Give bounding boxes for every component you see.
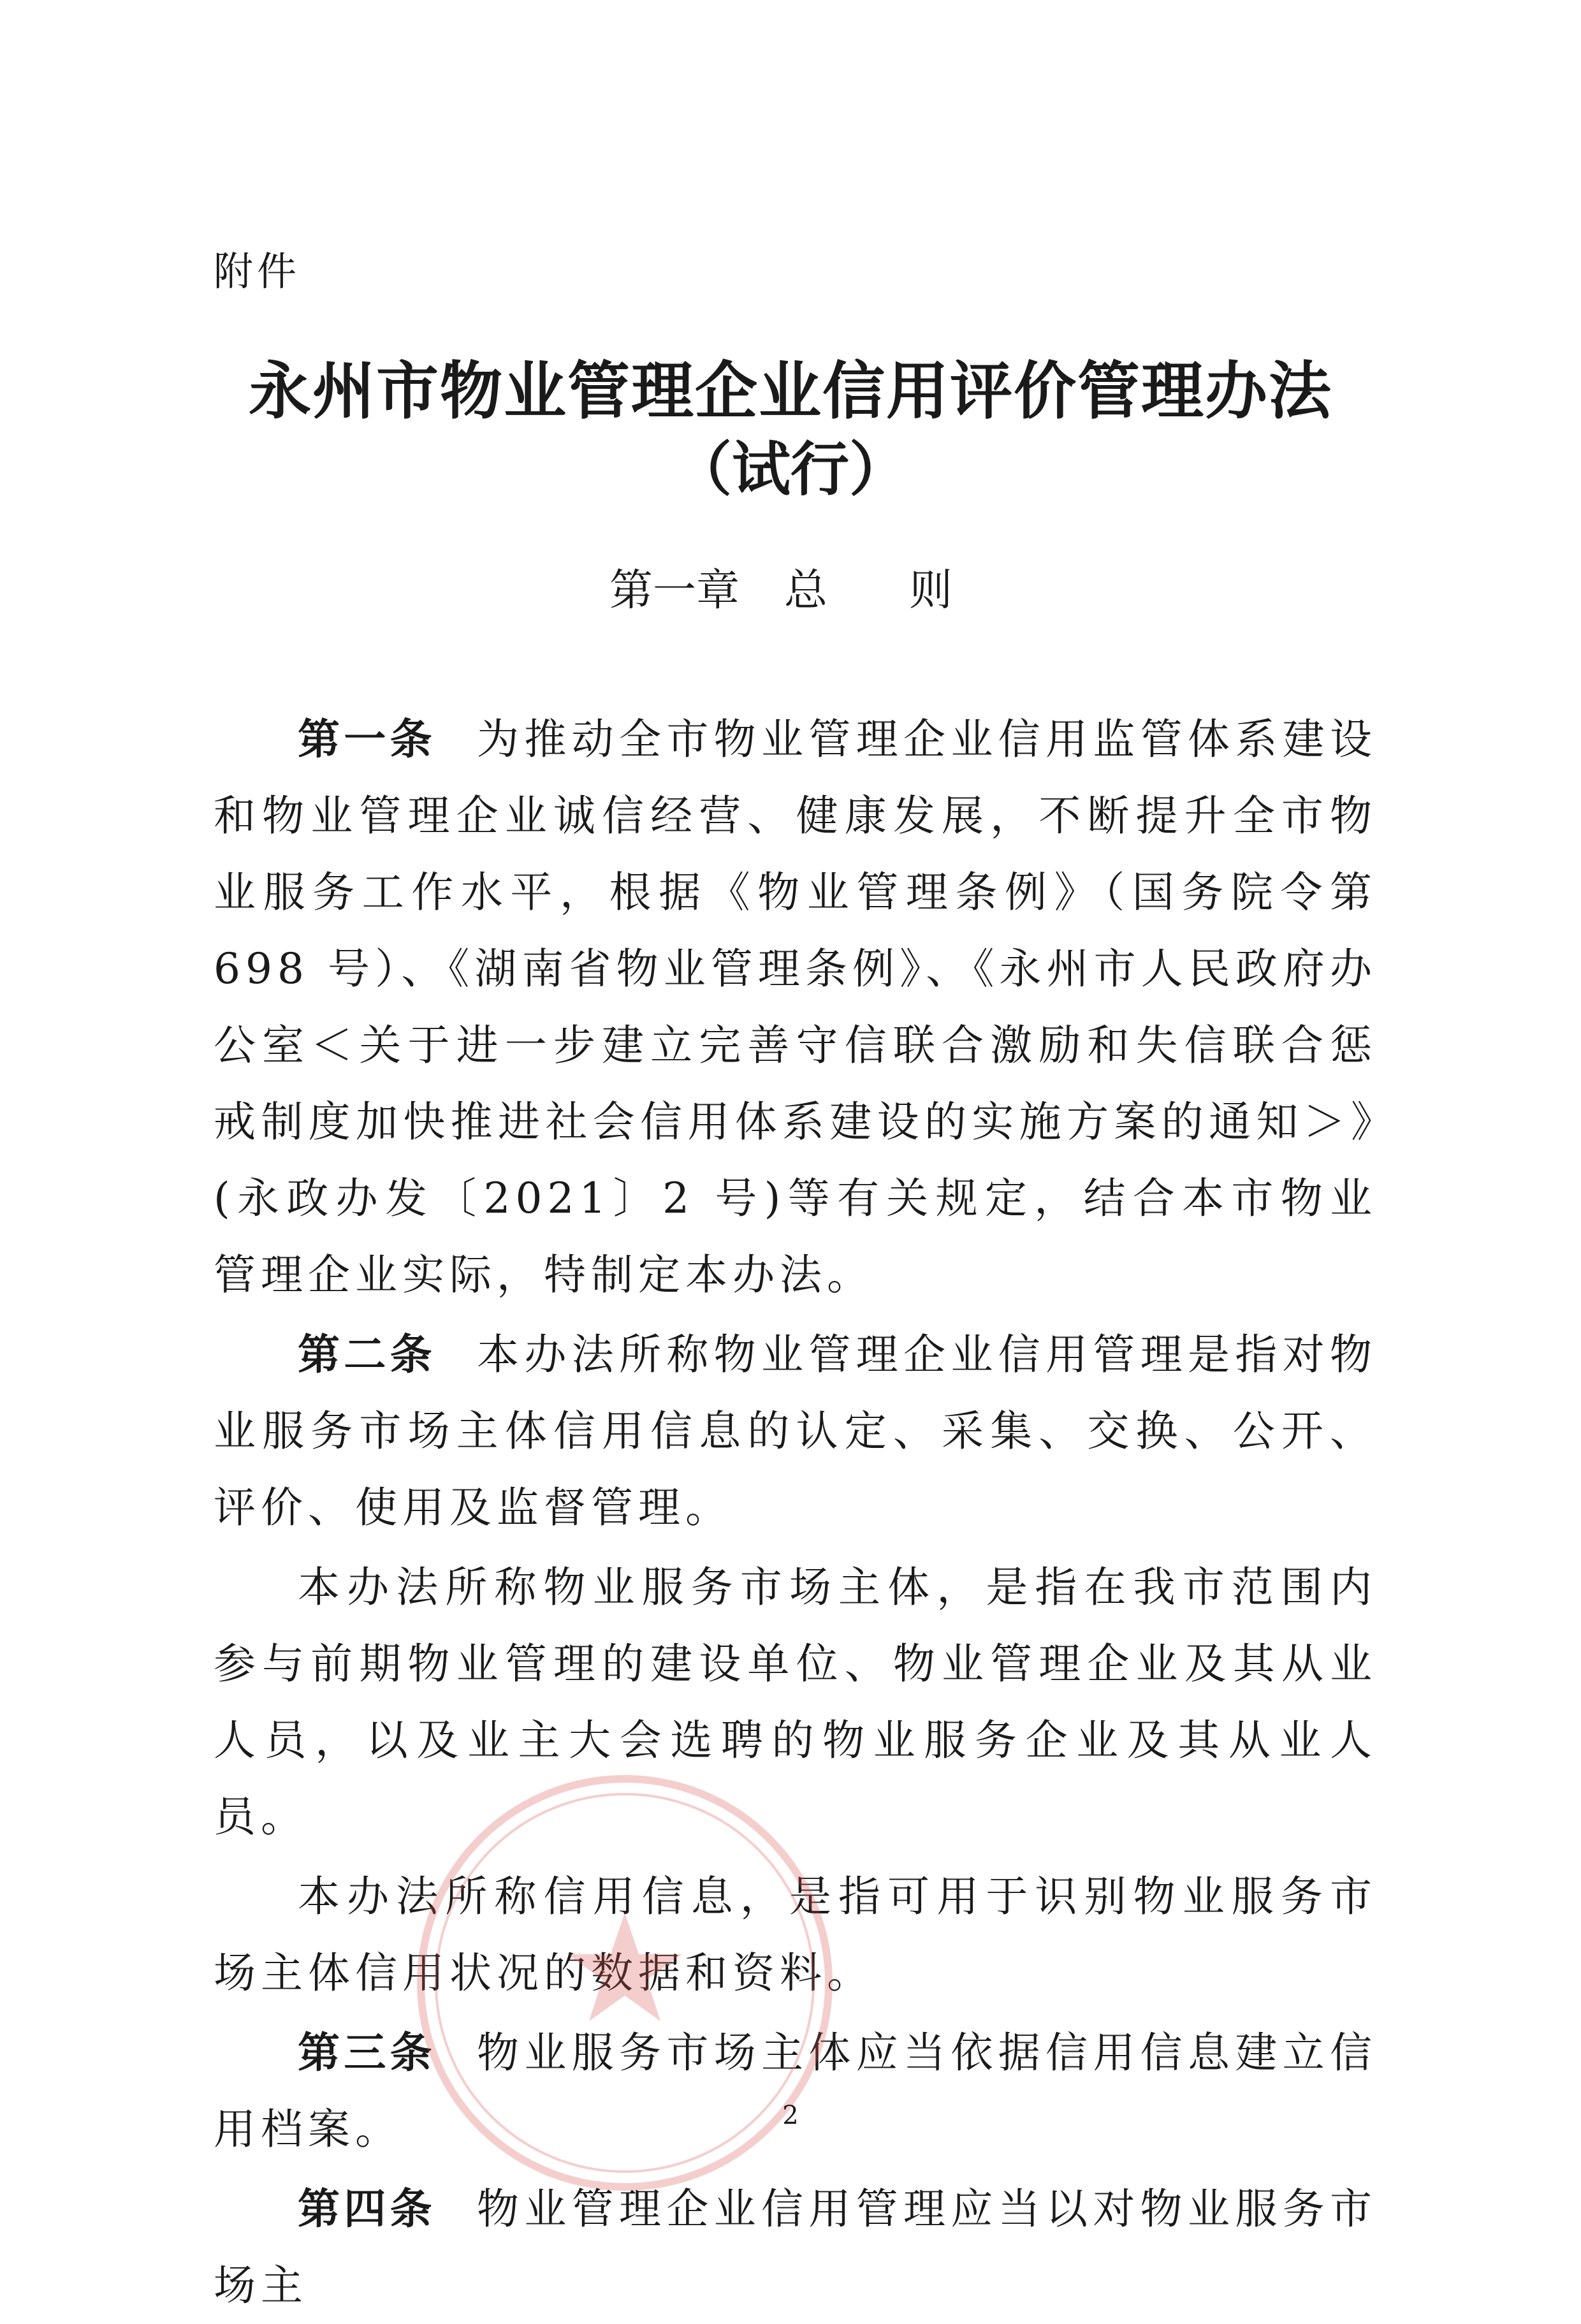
chapter-heading — [0, 566, 1581, 616]
article-paragraph — [214, 701, 1377, 1313]
chapter-number: 第一章 — [609, 566, 740, 616]
document-title: 永州市物业管理企业信用评价管理办法 — [248, 354, 1332, 428]
document-body — [214, 701, 1377, 2324]
article-text: 物业服务市场主体应当依据信用信息建立信用档案。 — [214, 2028, 1377, 2154]
page-number: 2 — [782, 2101, 799, 2130]
attachment-label: 附件 — [214, 248, 301, 295]
chapter-name: 总 则 — [784, 566, 972, 616]
article-number: 第一条 — [298, 715, 436, 764]
article-number: 第二条 — [298, 1330, 436, 1379]
article-number: 第四条 — [298, 2184, 436, 2233]
article-text: 本办法所称物业服务市场主体，是指在我市范围内参与前期物业管理的建设单位、物业管理企业及其从业人员，以及业主大会选聘的物业服务企业及其从业人员。 — [214, 1563, 1377, 1841]
article-text: 为推动全市物业管理企业信用监管体系建设和物业管理企业诚信经营、健康发展，不断提升全市物业服务工作水平，根据《物业管理条例》（国务院令第 698 号）、《湖南省物业管理条例》、《永州市人民政府办公室＜关于进一步建立完善守信联合激励和失信联合惩戒制度加快推进社会信用体系建设的实施方案的通知＞》(永政办发〔2021〕2 号)等有关规定，结合本市物业管理企业实际，特制定本办法。 — [214, 715, 1377, 1299]
article-number: 第三条 — [298, 2028, 436, 2077]
article-text: 物业管理企业信用管理应当以对物业服务市场主 — [214, 2184, 1377, 2310]
article-text: 本办法所称信用信息，是指可用于识别物业服务市场主体信用状况的数据和资料。 — [214, 1872, 1377, 1998]
article-text: 本办法所称物业管理企业信用管理是指对物业服务市场主体信用信息的认定、采集、交换、公开、评价、使用及监督管理。 — [214, 1330, 1377, 1532]
document-subtitle: （试行） — [673, 435, 908, 504]
article-paragraph — [214, 2171, 1377, 2324]
article-paragraph — [214, 1859, 1377, 2012]
article-paragraph — [214, 2015, 1377, 2168]
article-paragraph — [214, 1549, 1377, 1855]
article-paragraph — [214, 1317, 1377, 1546]
